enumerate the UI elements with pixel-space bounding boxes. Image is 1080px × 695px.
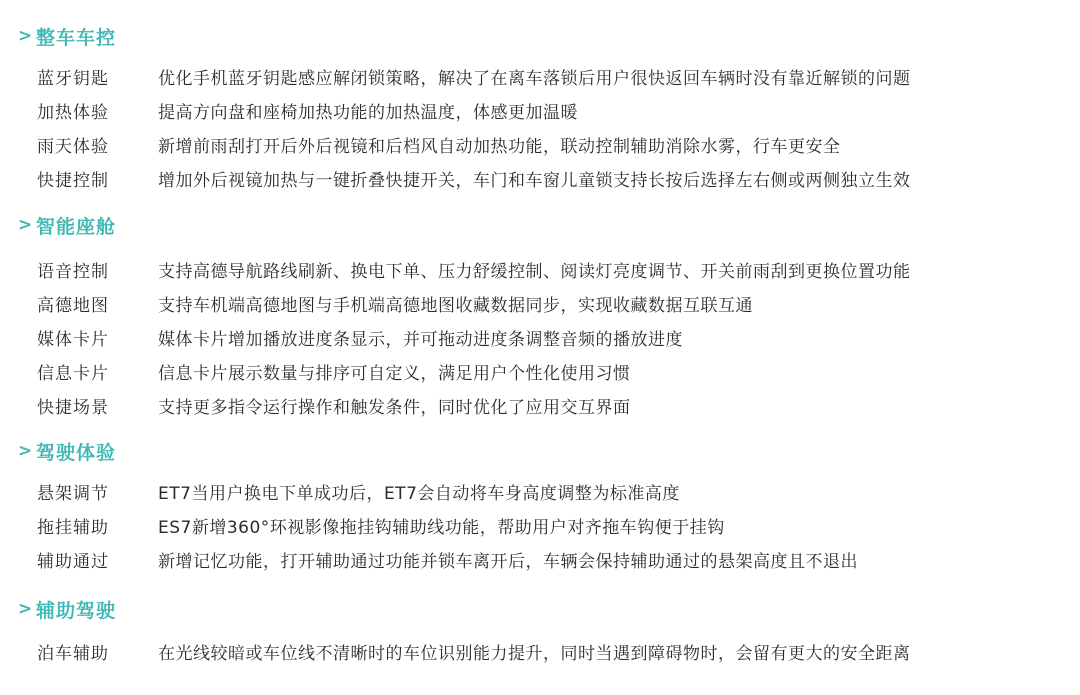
section-header xyxy=(18,21,116,51)
list-item xyxy=(0,510,1080,540)
list-item xyxy=(0,636,1080,666)
item-label: 加热体验 xyxy=(37,102,109,123)
list-item xyxy=(0,254,1080,284)
section-title: 驾驶体验 xyxy=(36,441,117,464)
item-label: 辅助通过 xyxy=(37,551,109,572)
item-label: 蓝牙钥匙 xyxy=(37,68,109,89)
item-description: 新增记忆功能，打开辅助通过功能并锁车离开后，车辆会保持辅助通过的悬架高度且不退出 xyxy=(158,551,858,572)
chevron-right-icon: > xyxy=(18,441,34,461)
section-title: 智能座舱 xyxy=(36,215,117,238)
item-label: 快捷场景 xyxy=(37,397,109,418)
list-item xyxy=(0,61,1080,91)
item-label: 雨天体验 xyxy=(37,136,109,157)
section-header xyxy=(18,594,116,624)
item-description: 新增前雨刮打开后外后视镜和后档风自动加热功能，联动控制辅助消除水雾，行车更安全 xyxy=(158,136,841,157)
section-title: 整车车控 xyxy=(36,26,117,49)
item-description: 在光线较暗或车位线不清晰时的车位识别能力提升，同时当遇到障碍物时，会留有更大的安全距离 xyxy=(158,643,911,664)
chevron-right-icon: > xyxy=(18,215,34,235)
section-title: 辅助驾驶 xyxy=(36,599,117,622)
item-label: 拖挂辅助 xyxy=(37,517,109,538)
section-header xyxy=(18,210,116,240)
item-description: 优化手机蓝牙钥匙感应解闭锁策略，解决了在离车落锁后用户很快返回车辆时没有靠近解锁的问题 xyxy=(158,68,911,89)
item-label: 快捷控制 xyxy=(37,170,109,191)
item-label: 语音控制 xyxy=(37,261,109,282)
item-description: ES7新增360°环视影像拖挂钩辅助线功能，帮助用户对齐拖车钩便于挂钩 xyxy=(158,517,725,538)
list-item xyxy=(0,95,1080,125)
item-description: 支持车机端高德地图与手机端高德地图收藏数据同步，实现收藏数据互联互通 xyxy=(158,295,753,316)
item-label: 信息卡片 xyxy=(37,363,109,384)
item-label: 媒体卡片 xyxy=(37,329,109,350)
item-label: 泊车辅助 xyxy=(37,643,109,664)
item-description: ET7当用户换电下单成功后，ET7会自动将车身高度调整为标准高度 xyxy=(158,483,680,504)
item-description: 支持高德导航路线刷新、换电下单、压力舒缓控制、阅读灯亮度调节、开关前雨刮到更换位置功能 xyxy=(158,261,911,282)
section-header xyxy=(18,436,116,466)
item-description: 增加外后视镜加热与一键折叠快捷开关，车门和车窗儿童锁支持长按后选择左右侧或两侧独立生效 xyxy=(158,170,911,191)
list-item xyxy=(0,129,1080,159)
list-item xyxy=(0,322,1080,352)
item-description: 提高方向盘和座椅加热功能的加热温度，体感更加温暖 xyxy=(158,102,578,123)
item-description: 信息卡片展示数量与排序可自定义，满足用户个性化使用习惯 xyxy=(158,363,631,384)
list-item xyxy=(0,390,1080,420)
list-item xyxy=(0,163,1080,193)
item-description: 支持更多指令运行操作和触发条件，同时优化了应用交互界面 xyxy=(158,397,631,418)
list-item xyxy=(0,476,1080,506)
list-item xyxy=(0,288,1080,318)
list-item xyxy=(0,356,1080,386)
item-label: 悬架调节 xyxy=(37,483,109,504)
item-label: 高德地图 xyxy=(37,295,109,316)
item-description: 媒体卡片增加播放进度条显示，并可拖动进度条调整音频的播放进度 xyxy=(158,329,683,350)
chevron-right-icon: > xyxy=(18,26,34,46)
list-item xyxy=(0,544,1080,574)
chevron-right-icon: > xyxy=(18,599,34,619)
